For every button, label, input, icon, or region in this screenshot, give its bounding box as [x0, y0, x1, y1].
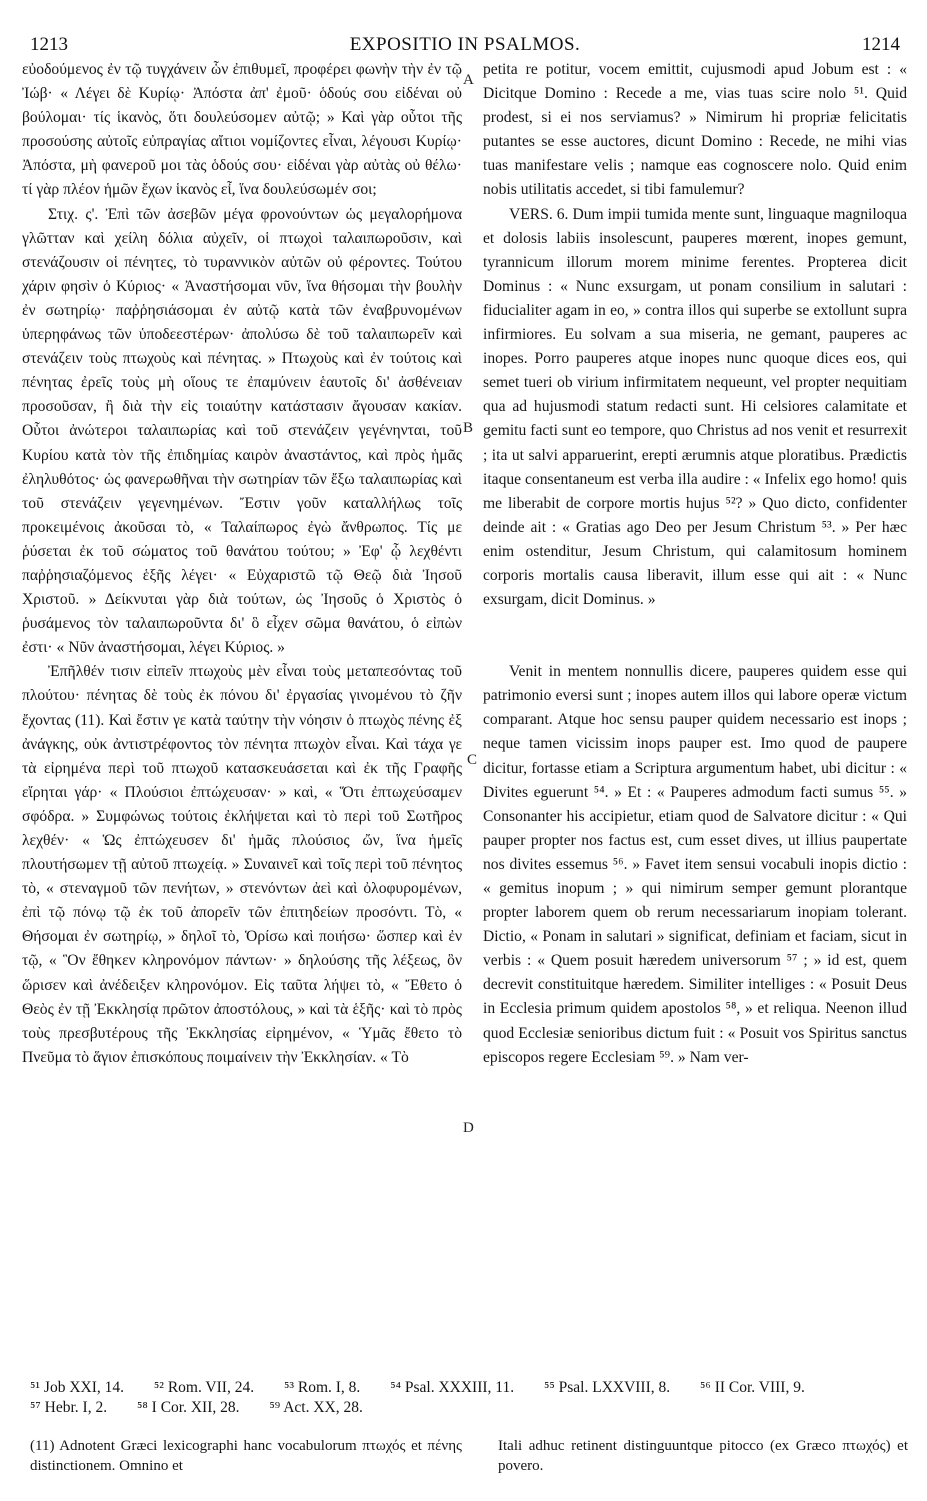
footnote-59: ⁵⁹ Act. XX, 28. — [269, 1399, 363, 1416]
footnote-51: ⁵¹ Job XXI, 14. — [30, 1379, 125, 1396]
footnote-52: ⁵² Rom. VII, 24. — [153, 1379, 255, 1396]
page-number-right: 1214 — [862, 34, 900, 55]
latin-paragraph-2: VERS. 6. Dum impii tumida mente sunt, linguaque magniloqua et dolosis labiis insolescunt, pauperes mœrent, inopes gemunt, tyrannicum illorum morem minime ferentes. Propterea dicit Dominus : « Nunc exsurgam, ut ponam consilium in salutari : fiducialiter agam in eo, » contra illos qui superbe se extollunt supra infirmiores. Eu solvam a sua miseria, ne gemant, pauperes ac inopes. Porro pauperes atque inopes nunc quoque dices eos, qui semet tueri ob virium infirmitatem nequeunt, vel propter nequitiam qua ad hujusmodi statum redacti sunt. Hi celsiores calamitate et gemitu facti sunt eo tempore, quo Christus ad nos venit et resurrexit ; ita ut salvi apparuerint, erepti ærumnis atque ploratibus. Prædictis itaque consentaneum est verba illa audire : « Infelix ego homo! quis me liberabit de corpore mortis hujus ⁵²? » Quo dicto, confidenter deinde ait : « Gratias ago Deo per Jesum Christum ⁵³. » Per hæc enim ostenditur, Jesum Christum, qui calamitosum hominem corporis mortalis causa liberavit, illum esse qui ait : « Nunc exsurgam, dicit Dominus. » — [483, 205, 907, 609]
page-number-left: 1213 — [30, 34, 68, 55]
greek-paragraph-3: Ἐπῆλθέν τισιν εἰπεῖν πτωχοὺς μὲν εἶναι τοὺς μεταπεσόντας τοῦ πλούτου· πένητας δὲ τοὺς ἐκ πόνου δι' ἐργασίας γινομένου τὸ ζῆν ἔχοντας (11). Καὶ ἔστιν γε κατὰ ταύτην τὴν νόησιν ὁ πτωχὸς πένης ἐξ ἀνάγκης, οὐκ ἀντιστρέφοντος τὸν πένητα πτωχὸν εἶναι. Καὶ τάχα γε τὰ εἰρημένα περὶ τοῦ πτωχοῦ κατασκευάσεται καὶ ἐκ τῆς Γραφῆς εἴρηται γάρ· « Πλούσιοι ἐπτώχευσαν· » καὶ, « Ὅτι ἐπτωχεύσαμεν σφόδρα. » Συμφώνως τούτοις ἐκλήψεται καὶ τὸ περὶ τοῦ Σωτῆρος λεχθέν· « Ὡς ἐπτώχευσεν δι' ἡμᾶς πλούσιος ὤν, ἵνα ἡμεῖς πλουτήσωμεν τῇ αὐτοῦ πτωχείᾳ. » Συναινεῖ καὶ τοῖς περὶ τοῦ πένητος τὸ, « στεναγμοῦ τῶν πενήτων, » στενόντων ἀεὶ καὶ ὀλοφυρομένων, ἐπὶ τῷ πόνῳ τῷ ἐκ τοῦ ἀπορεῖν τῶν ἐπιτηδείων προσόντι. Τὸ, « Θήσομαι ἐν σωτηρίῳ, » δηλοῖ τὸ, Ὁρίσω καὶ ποιήσω· ὥσπερ καὶ ἐν τῷ, « Ὃν ἔθηκεν κληρονόμον πάντων· » δηλούσης τῆς λέξεως, ὃν ὥρισεν καὶ ἀνέδειξεν κληρονόμον. Εἰς ταῦτα λήψει τὸ, « Ἔθετο ὁ Θεὸς ἐν τῇ Ἐκκλησίᾳ πρῶτον ἀποστόλους, » καὶ τὰ ἑξῆς· καὶ τὸ πρὸς τοὺς πρεσβυτέρους τῆς Ἐκκλησίας εἰρημένον, « Ὑμᾶς ἔθετο τὸ Πνεῦμα τὸ ἅγιον ἐπισκόπους ποιμαίνειν τὴν Ἐκκλησίαν. « Τὸ — [22, 663, 462, 1066]
margin-marker-a: A — [463, 72, 474, 88]
margin-marker-c: C — [467, 752, 478, 768]
footnote-53: ⁵³ Rom. I, 8. — [283, 1379, 361, 1396]
scripture-footnotes — [30, 1378, 910, 1418]
footnote-row-1 — [30, 1378, 910, 1398]
latin-paragraph-1: petita re potitur, vocem emittit, cujusmodi apud Jobum est : « Dicitque Domino : Recede a me, vias tuas scire nolo ⁵¹. Quid prodest, si ei nos serviamus? » Nimirum hi propriæ felicitatis putantes se esse auctores, dicunt Domino : Recede, ne mihi vias tuas manifestare velis ; namque eas cognoscere nolo. Quid enim nobis utilitatis accedet, si tibi famulemur? — [483, 61, 907, 199]
column-gap — [483, 612, 907, 660]
footnote-56: ⁵⁶ II Cor. VIII, 9. — [700, 1379, 805, 1396]
footnote-57: ⁵⁷ Hebr. I, 2. — [30, 1399, 108, 1416]
footnote-row-2 — [30, 1398, 910, 1418]
latin-paragraph-3: Venit in mentem nonnullis dicere, pauperes quidem esse qui patrimonio eversi sunt ; inopes autem illos qui labore operæ victum comparant. Atque hoc sensu pauper quidem necessario est inops ; neque tamen vicissim inops pauper est. Imo quod de paupere dicitur, fortasse etiam a Scriptura argumentum habet, ubi dicitur : « Divites eguerunt ⁵⁴. » Et : « Pauperes admodum facti sumus ⁵⁵. » Consonanter his accipietur, etiam quod de Salvatore dicitur : « Qui pauper propter nos factus est, cum esset dives, ut illius paupertate nos divites essemus ⁵⁶. » Favet item sensui vocabuli inopis dictio : « gemitus inopum ; » qui nimirum semper gemunt plorantque propter laborem quem ob rerum necessariarum inopiam tolerant. Dictio, « Ponam in salutari » significat, definiam et faciam, sicut in verbis : « Quem posuit hæredem universorum ⁵⁷ ; » id est, quem decrevit constituitque hæredem. Similiter intelliges : « Posuit Deus in Ecclesia primum quidem apostolos ⁵⁸, » et reliqua. Neenon illud quod Ecclesiæ senioribus dictum fuit : « Posuit vos Spiritus sanctus episcopos regere Ecclesiam ⁵⁹. » Nam ver- — [483, 663, 907, 1066]
greek-column — [22, 58, 462, 1070]
running-head — [30, 34, 900, 60]
footnote-58: ⁵⁸ I Cor. XII, 28. — [136, 1399, 240, 1416]
latin-column — [483, 58, 907, 1070]
margin-marker-b: B — [463, 420, 474, 436]
greek-paragraph-2: Στιχ. ς'. Ἐπὶ τῶν ἀσεβῶν μέγα φρονούντων ὡς μεγαλορήμονα γλῶτταν καὶ χείλη δόλια αὐχεῖν, οἱ πτωχοὶ ταλαιπωροῦσιν, καὶ στενάζουσιν οἱ πένητες, τὸ τυραννικὸν αὐτῶν οὐ φέροντες. Τούτου χάριν φησὶν ὁ Κύριος· « Ἀναστήσομαι νῦν, ἵνα θήσομαι τὴν βουλὴν ἐν σωτηρίῳ· παῤῥησιάσομαι ἐν αὐτῷ κατὰ τῶν ἐναβρυνομένων ὑπερηφάνως τῶν ὑποδεεστέρων· ἀπολύσω δὲ τοῦ ταλαιπωρεῖν καὶ στενάζειν τοὺς πτωχοὺς καὶ πένητας. » Πτωχοὺς καὶ ἐν τούτοις καὶ πένητας ἐρεῖς τοὺς μὴ οἵους τε ἐπαμύνειν ἑαυτοῖς δι' ἀσθένειαν προσοῦσαν, ἢ διὰ τὴν εἰς τοιαύτην κατάστασιν ἄγουσαν κακίαν. Οὗτοι ἀνώτεροι ταλαιπωρίας καὶ τοῦ στενάζειν γεγένηνται, τοῦ Κυρίου κατὰ τὸν τῆς ἐπιδημίας καιρὸν ἀναστάντος, καὶ πρὸς ἡμᾶς ἐληλυθότος· ὡς φανερωθῆναι τὴν σωτηρίαν τῶν ἔξω ταλαιπωρίας καὶ τοῦ στενάζειν γεγενημένων. Ἔστιν γοῦν καταλλήλως τοῖς προκειμένοις ἀκοῦσαι τὸ, « Ταλαίπωρος ἐγὼ ἄνθρωπος. Τίς με ῥύσεται ἐκ τοῦ σώματος τοῦ θανάτου τούτου; » Ἐφ' ᾧ λεχθέντι παῤῥησιαζόμενος ἑξῆς λέγει· « Εὐχαριστῶ τῷ Θεῷ διὰ Ἰησοῦ Χριστοῦ. » Δείκνυται γὰρ διὰ τούτων, ὡς Ἰησοῦς ὁ Χριστὸς ὁ ῥυσάμενος τὸν ταλαιπωροῦντα δι' ὃ εἶχεν σῶμα θανάτου, ὁ εἰπὼν ἐστι· « Νῦν ἀναστήσομαι, λέγει Κύριος. » — [22, 205, 462, 657]
greek-paragraph-1: εὐοδούμενος ἐν τῷ τυγχάνειν ὧν ἐπιθυμεῖ, προφέρει φωνὴν τὴν ἐν τῷ Ἰώβ· « Λέγει δὲ Κυρίῳ· Ἀπόστα ἀπ' ἐμοῦ· ὁδούς σου εἰδέναι οὐ βούλομαι· τίς ἱκανὸς, ὅτι δουλεύσομεν αὐτῷ; » Καὶ γὰρ οὗτοι τῆς προσούσης αὐτοῖς εὐπραγίας αἴτιοι νομίζοντες εἶναι, λέγουσι Κυρίῳ· Ἀπόστα, μὴ φανεροῦ μοι τὰς ὁδούς σου· εἰδέναι γὰρ αὐτὰς οὐ θέλω· τί γὰρ πλέον ἡμῶν ἔχων ἱκανὸς εἶ, ἵνα δουλεύσωμέν σοι; — [22, 61, 462, 199]
footnote-54: ⁵⁴ Psal. XXXIII, 11. — [390, 1379, 515, 1396]
footnote-55: ⁵⁵ Psal. LXXVIII, 8. — [543, 1379, 671, 1396]
editor-note-right: Itali adhuc retinent distinguuntque pitocco (ex Græco πτωχός) et povero. — [498, 1438, 908, 1474]
running-title: EXPOSITIO IN PSALMOS. — [349, 34, 581, 55]
margin-marker-d: D — [463, 1120, 474, 1136]
editor-note-left: (11) Adnotent Græci lexicographi hanc vocabulorum πτωχός et πένης distinctionem. Omnino et — [30, 1438, 462, 1474]
